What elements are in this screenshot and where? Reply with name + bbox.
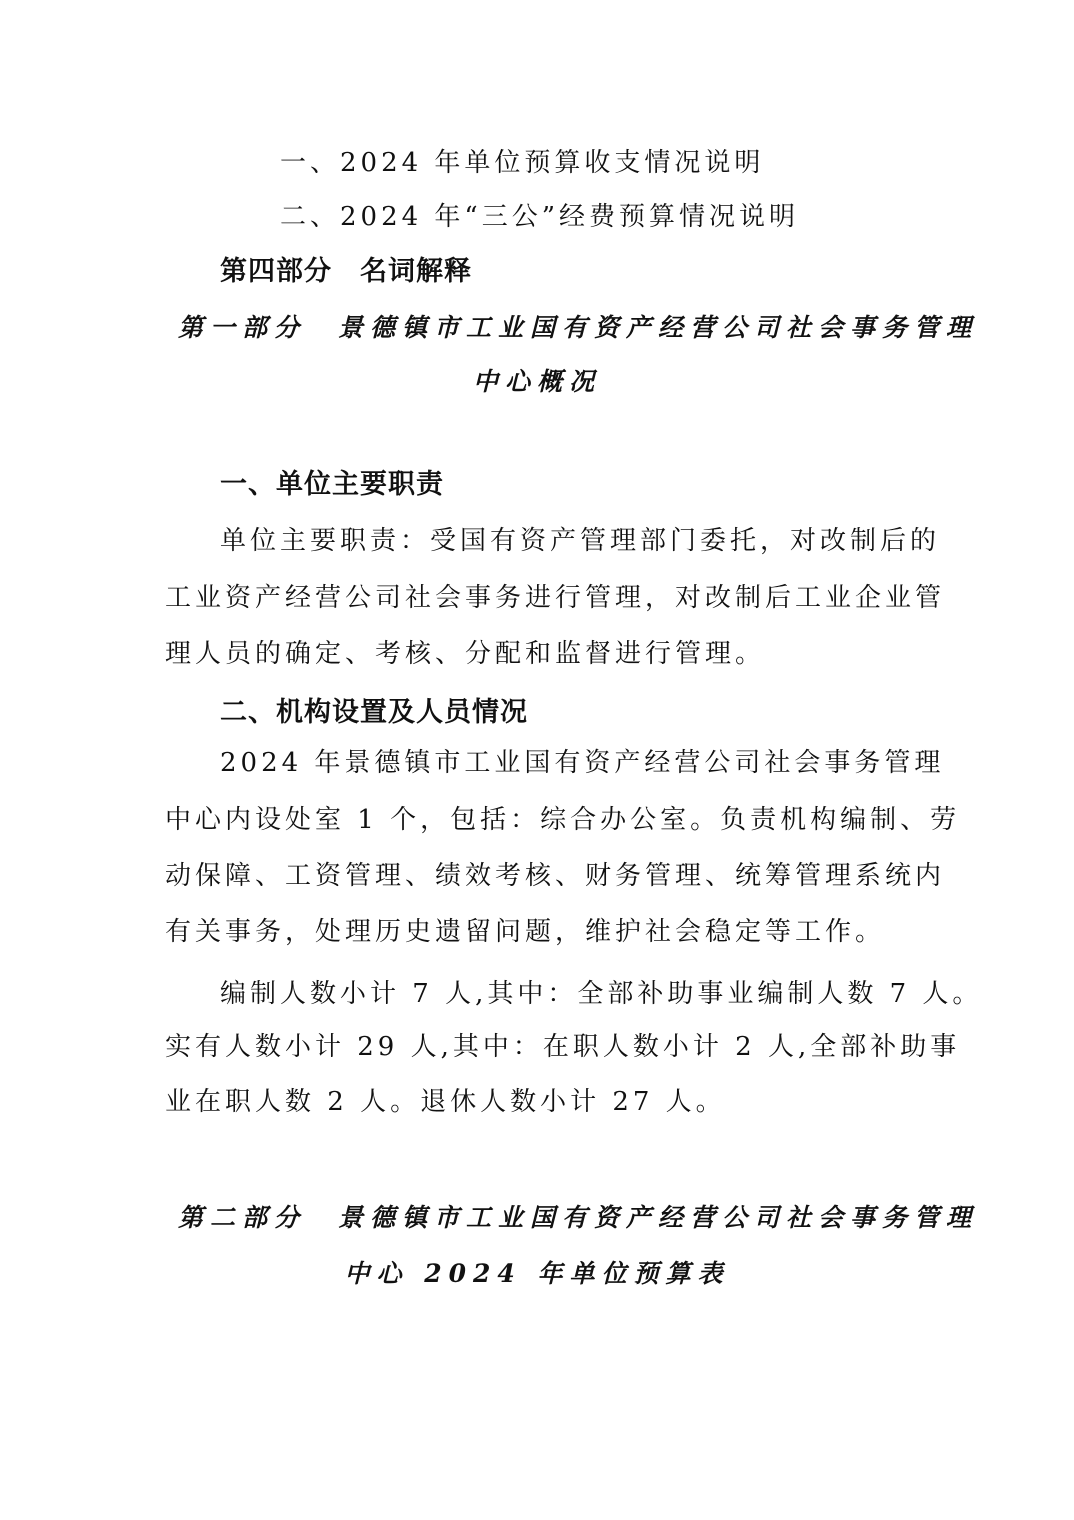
section2-line: 中心内设处室 1 个，包括：综合办公室。负责机构编制、劳 [165, 805, 961, 835]
staff-line: 编制人数小计 7 人,其中：全部补助事业编制人数 7 人。 [220, 979, 983, 1009]
section1-line: 工业资产经营公司社会事务进行管理，对改制后工业企业管 [165, 583, 946, 613]
part1-title-line2: 中心概况 [472, 367, 601, 396]
toc-item-2: 二、2024 年“三公”经费预算情况说明 [280, 202, 800, 232]
section2-heading: 二、机构设置及人员情况 [220, 697, 528, 728]
section1-line: 单位主要职责：受国有资产管理部门委托，对改制后的 [220, 526, 941, 556]
staff-line: 实有人数小计 29 人,其中：在职人数小计 2 人,全部补助事 [165, 1032, 961, 1062]
part2-title-line2: 中心 2024 年单位预算表 [344, 1259, 730, 1288]
section2-line: 有关事务，处理历史遗留问题，维护社会稳定等工作。 [165, 917, 886, 947]
section1-line: 理人员的确定、考核、分配和监督进行管理。 [165, 639, 766, 669]
part2-title-line1: 第二部分 景德镇市工业国有资产经营公司社会事务管理 [178, 1203, 979, 1232]
section2-line: 动保障、工资管理、绩效考核、财务管理、统筹管理系统内 [165, 861, 946, 891]
section2-line: 2024 年景德镇市工业国有资产经营公司社会事务管理 [220, 748, 945, 778]
staff-line: 业在职人数 2 人。退休人数小计 27 人。 [165, 1087, 726, 1117]
section1-heading: 一、单位主要职责 [220, 469, 444, 500]
toc-part-4: 第四部分 名词解释 [220, 256, 472, 287]
toc-item-1: 一、2024 年单位预算收支情况说明 [280, 148, 765, 178]
part1-title-line1: 第一部分 景德镇市工业国有资产经营公司社会事务管理 [178, 313, 979, 342]
